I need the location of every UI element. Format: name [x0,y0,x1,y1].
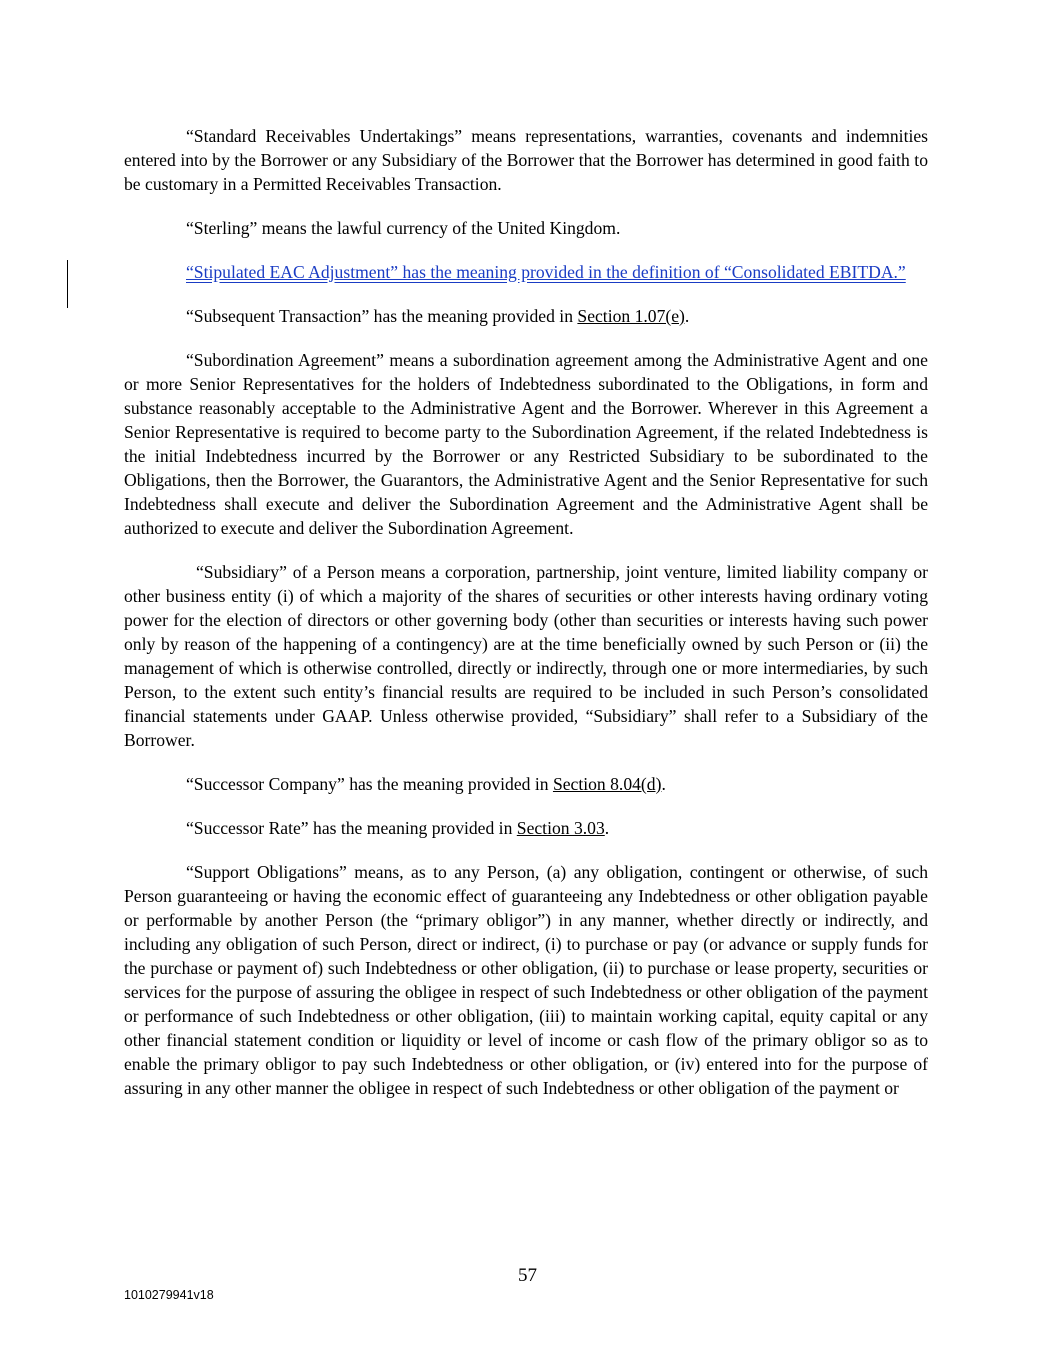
definition-standard-receivables-undertakings [124,124,928,196]
definition-text-end: . [604,818,610,838]
definition-sterling [124,216,928,240]
definition-text-end: . [684,306,690,326]
definition-successor-company [124,772,928,796]
definition-text: has the meaning provided in [369,306,578,326]
defined-term: “Successor Rate” [186,818,309,838]
document-body [124,124,928,1120]
definition-subsequent-transaction [124,304,928,328]
section-reference: Section 3.03 [516,818,605,838]
definition-text: means the lawful currency of the United Kingdom. [257,218,621,238]
defined-term: “Subsequent Transaction” [186,306,370,326]
definition-subsidiary [124,560,928,752]
defined-term: “Subsidiary” [196,562,287,582]
definition-text: of a Person means a corporation, partnership, joint venture, limited liability company or other business entity (i) of which a majority of the shares of securities or other interests having ordinary voting power for the election of directors or other governing body (other than securities or interests having such power only by reason of the happening of a contingency) are at the time beneficially owned by such Person or (ii) the management of which is otherwise controlled, directly or indirectly, through one or more intermediaries, by such Person, to the extent such entity’s financial results are required to be included in such Person’s consolidated financial statements under GAAP. Unless otherwise provided, “Subsidiary” shall refer to a Subsidiary of the Borrower. [124,562,928,750]
defined-term: “Subordination Agreement” [186,350,384,370]
inserted-revision-text: “Stipulated EAC Adjustment” has the meaning provided in the definition of “Consolidated EBITDA.” [186,262,906,282]
definition-text: has the meaning provided in [344,774,553,794]
definition-text: has the meaning provided in [308,818,517,838]
definition-successor-rate [124,816,928,840]
definition-stipulated-eac-adjustment [124,260,928,284]
definition-text-end: . [661,774,666,794]
section-reference: Section 1.07(e) [577,306,685,326]
defined-term: “Successor Company” [186,774,345,794]
definition-text: means a subordination agreement among the Administrative Agent and one or more Senior Representatives for the holders of Indebtedness subordinated to the Obligations, in form and substance reasonably acceptable to the Administrative Agent and the Borrower. Wherever in this Agreement a Senior Representative is required to become party to the Subordination Agreement, if the related Indebtedness is the initial Indebtedness incurred by the Borrower or any Restricted Subsidiary to be subordinated to the Obligations, then the Borrower, the Guarantors, the Administrative Agent and the Senior Representative for such Indebtedness shall execute and deliver the Subordination Agreement and the Administrative Agent shall be authorized to execute and deliver the Subordination Agreement. [124,350,928,538]
defined-term: “Standard Receivables Undertakings” [186,126,463,146]
section-reference: Section 8.04(d) [552,774,662,794]
page-number: 57 [518,1265,537,1286]
definition-subordination-agreement [124,348,928,540]
defined-term: “Sterling” [186,218,258,238]
definition-support-obligations [124,860,928,1100]
document-id: 1010279941v18 [124,1288,214,1302]
definition-text: means representations, warranties, covenants and indemnities entered into by the Borrower or any Subsidiary of the Borrower that the Borrower has determined in good faith to be customary in a Permitted Receivables Transaction. [124,126,928,194]
defined-term: “Support Obligations” [186,862,347,882]
change-bar [67,260,68,308]
definition-text: means, as to any Person, (a) any obligation, contingent or otherwise, of such Person guaranteeing or having the economic effect of guaranteeing any Indebtedness or other obligation payable or performable by another Person (the “primary obligor”) in any manner, whether directly or indirectly, and including any obligation of such Person, direct or indirect, (i) to purchase or pay (or advance or supply funds for the purchase or payment of) such Indebtedness or other obligation, (ii) to purchase or lease property, securities or services for the purpose of assuring the obligee in respect of such Indebtedness or other obligation of the payment or performance of such Indebtedness or other obligation, (iii) to maintain working capital, equity capital or any other financial statement condition or liquidity or level of income or cash flow of the primary obligor so as to enable the primary obligor to pay such Indebtedness or other obligation, or (iv) entered into for the purpose of assuring in any other manner the obligee in respect of such Indebtedness or other obligation of the payment or [124,862,928,1098]
